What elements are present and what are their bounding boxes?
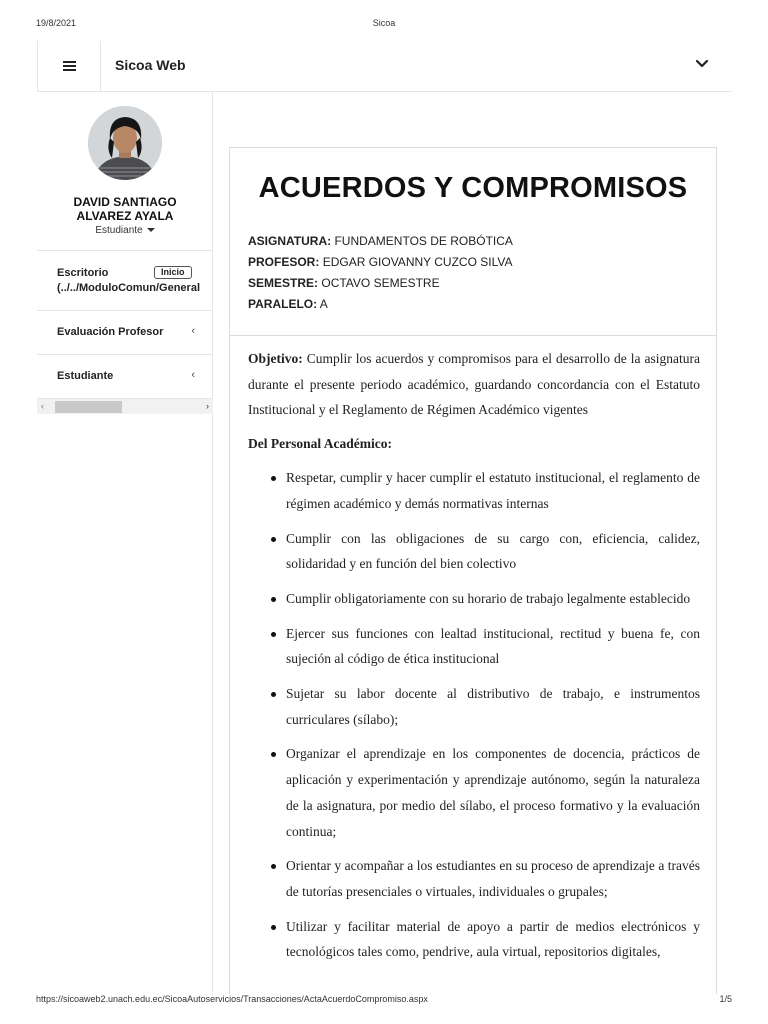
print-date: 19/8/2021	[36, 18, 77, 28]
list-item: Organizar el aprendizaje en los componentes de docencia, prácticos de aplicación y experimentación y aprendizaje autónomo, según la naturaleza de la asignatura, por medio del sílabo, el proceso formativo y la evaluación continua;	[248, 741, 700, 844]
info-paralelo: PARALELO: A	[248, 297, 328, 311]
menu-toggle-button[interactable]	[37, 41, 101, 91]
avatar	[88, 106, 162, 180]
list-item: Sujetar su labor docente al distributivo de trabajo, e instrumentos curriculares (sílabo);	[248, 681, 700, 732]
brand-title[interactable]: Sicoa Web	[115, 57, 186, 73]
page-title: ACUERDOS Y COMPROMISOS	[258, 172, 688, 204]
list-item: Cumplir obligatoriamente con su horario de trabajo legalmente establecido	[248, 586, 700, 612]
print-footer	[36, 994, 732, 1008]
user-name: DAVID SANTIAGO ALVAREZ AYALA	[73, 195, 177, 223]
hamburger-icon	[63, 61, 76, 71]
info-profesor: PROFESOR: EDGAR GIOVANNY CUZCO SILVA	[248, 255, 513, 269]
print-url: https://sicoaweb2.unach.edu.ec/SicoaAutoservicios/Transacciones/ActaAcuerdoCompromiso.aspx	[36, 994, 428, 1004]
info-asignatura: ASIGNATURA: FUNDAMENTOS DE ROBÓTICA	[248, 234, 513, 248]
document-body-card	[229, 335, 717, 994]
user-role-label: Estudiante	[95, 225, 143, 236]
document-text	[248, 346, 700, 974]
list-item: Utilizar y facilitar material de apoyo a partir de medios electrónicos y tecnológicos tales como, pendrive, aula virtual, repositorios digitales,	[248, 914, 700, 965]
sidebar-item-estudiante[interactable]	[37, 354, 213, 398]
sidebar-item-escritorio[interactable]	[37, 250, 213, 310]
scrollbar-thumb[interactable]	[55, 401, 122, 413]
objective-paragraph	[248, 346, 700, 423]
list-item: Respetar, cumplir y hacer cumplir el estatuto institucional, el reglamento de régimen académico y demás normativas internas	[248, 465, 700, 516]
sidebar-item-label: Escritorio	[57, 267, 109, 279]
scroll-right-icon[interactable]: ›	[206, 401, 209, 411]
list-item: Ejercer sus funciones con lealtad institucional, rectitud y buena fe, con sujeción al código de ética institucional	[248, 621, 700, 672]
info-semestre: SEMESTRE: OCTAVO SEMESTRE	[248, 276, 440, 290]
print-title: Sicoa	[372, 18, 396, 28]
print-header	[36, 18, 732, 32]
objective-label: Objetivo:	[248, 351, 303, 366]
inicio-badge: Inicio	[154, 266, 192, 279]
sidebar-item-label: Evaluación Profesor	[57, 326, 164, 338]
caret-down-icon	[147, 228, 155, 232]
section-title: Del Personal Académico:	[248, 436, 392, 452]
sidebar-item-evaluacion-profesor[interactable]	[37, 310, 213, 354]
commitments-list	[248, 465, 700, 965]
sidebar-item-label: Estudiante	[57, 370, 114, 382]
horizontal-scrollbar[interactable]	[37, 398, 213, 414]
chevron-left-icon: ‹	[191, 325, 195, 337]
chevron-down-icon[interactable]	[694, 55, 710, 71]
top-navbar	[37, 41, 732, 92]
scroll-left-icon[interactable]: ‹	[41, 401, 44, 411]
chevron-left-icon: ‹	[191, 369, 195, 381]
sidebar-item-path: (../../ModuloComun/General	[57, 282, 200, 294]
objective-text: Cumplir los acuerdos y compromisos para el desarrollo de la asignatura durante el presente periodo académico, guardando concordancia con el Estatuto Institucional y el Reglamento de Régimen Académico vigentes	[248, 351, 700, 418]
list-item: Cumplir con las obligaciones de su cargo con, eficiencia, calidez, solidaridad y en función del bien colectivo	[248, 526, 700, 577]
page-number: 1/5	[719, 994, 732, 1004]
document-header-card	[229, 147, 717, 335]
list-item: Orientar y acompañar a los estudiantes en su proceso de aprendizaje a través de tutorías presenciales o virtuales, individuales o grupales;	[248, 853, 700, 904]
user-role-dropdown[interactable]	[37, 225, 213, 236]
sidebar	[37, 92, 213, 994]
